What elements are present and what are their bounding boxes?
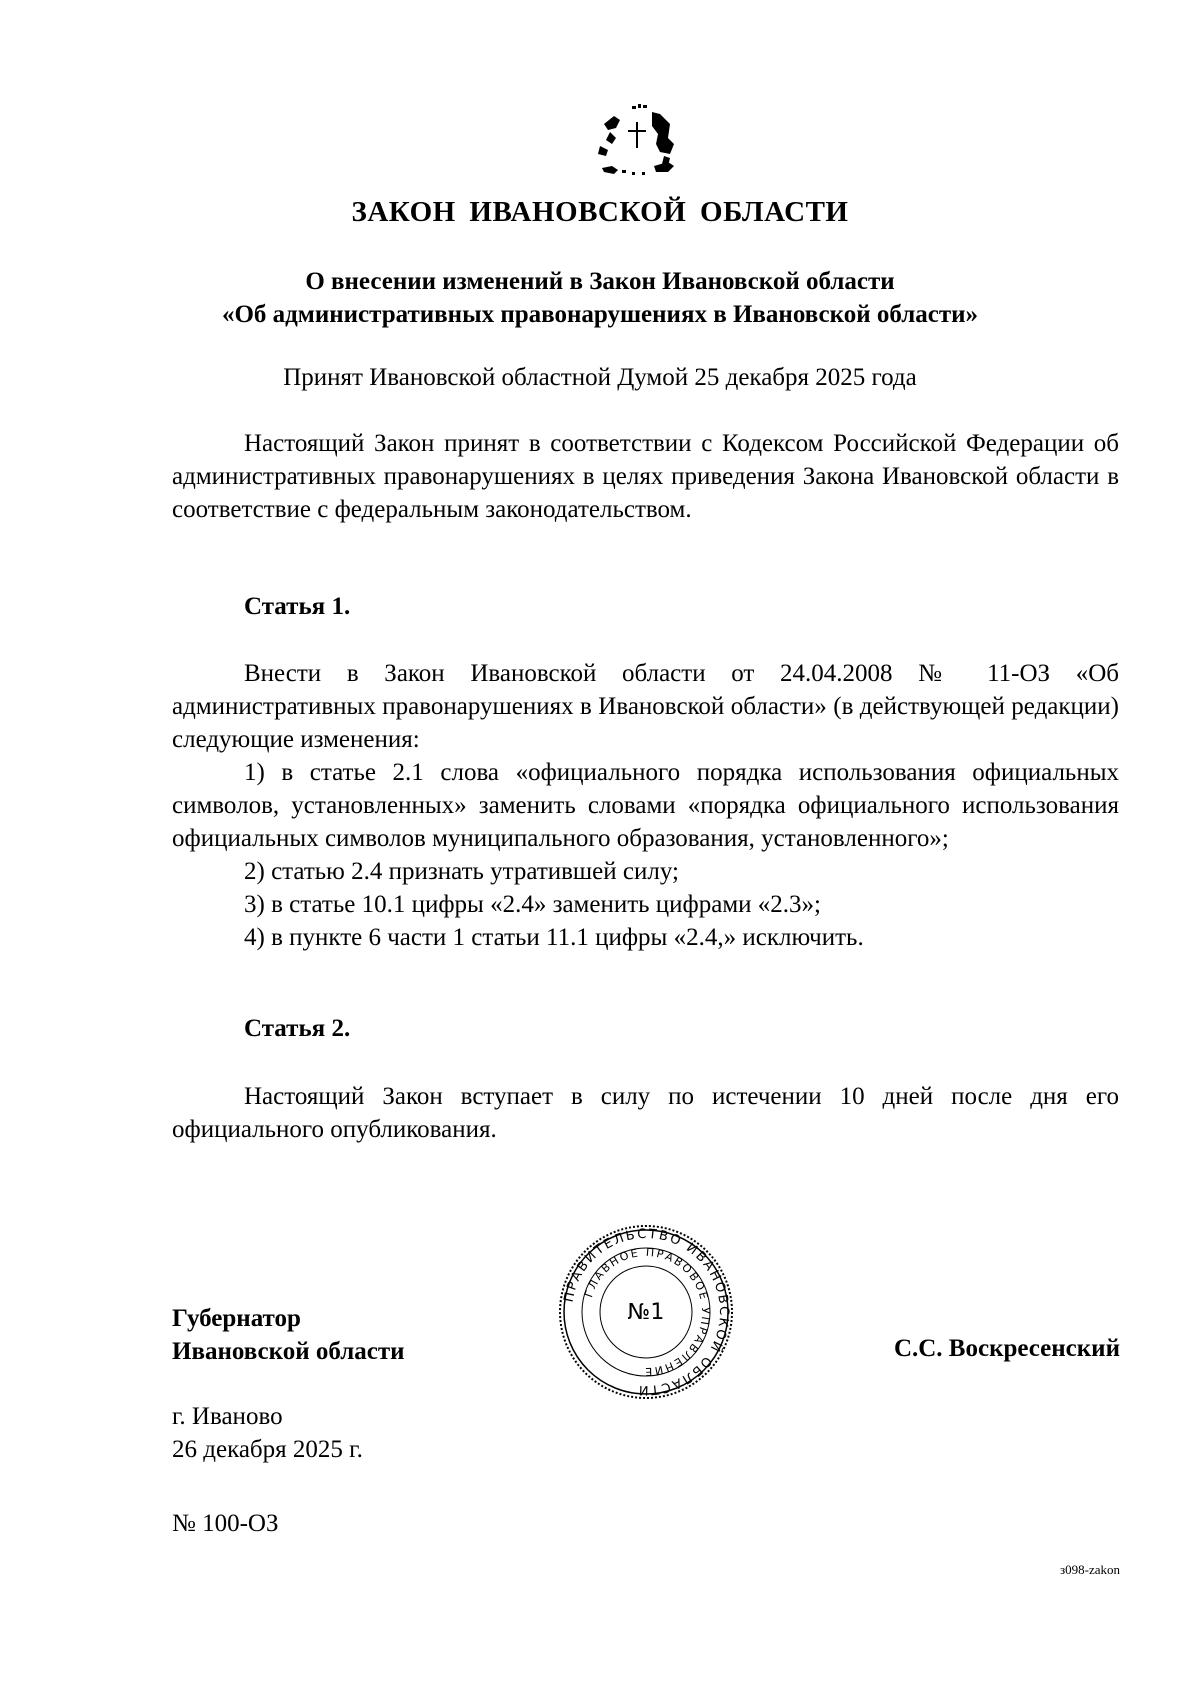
article-2-heading: Статья 2. [244, 1015, 351, 1042]
signatory-title-line-1: Губернатор [172, 1305, 301, 1332]
city: г. Иваново [172, 1403, 283, 1430]
signatory-title-line-2: Ивановской области [172, 1338, 405, 1365]
article-1-heading: Статья 1. [244, 593, 351, 620]
article-2-text: Настоящий Закон вступает в силу по истечении 10 дней после дня его официального опубликования. [172, 1083, 1119, 1143]
stamp-number: №1 [627, 1300, 665, 1325]
stamp-inner-text: ГЛАВНОЕ ПРАВОВОЕ УПРАВЛЕНИЕ [582, 1245, 713, 1379]
place-and-date [172, 1400, 363, 1466]
stamp-outer-text: ПРАВИТЕЛЬСТВО ИВАНОВСКОЙ ОБЛАСТИ [561, 1226, 732, 1398]
article-1-item: 2) статью 2.4 признать утратившей силу; [244, 858, 679, 885]
coat-of-arms-emblem [592, 102, 688, 182]
official-stamp [556, 1222, 736, 1402]
law-subtitle [150, 265, 1050, 331]
preamble-text: Настоящий Закон принят в соответствии с Кодексом Российской Федерации об административных правонарушениях в целях приведения Закона Ивановской области в соответствие с федеральным законодательством. [172, 430, 1119, 523]
preamble [172, 427, 1119, 526]
article-1-item: 1) в статье 2.1 слова «официального порядка использования официальных символов, установленных» заменить словами «порядка официального использования официальных символов муниципального образования, установленного»; [172, 759, 1119, 852]
signing-date: 26 декабря 2025 г. [172, 1436, 363, 1463]
article-1-item: 3) в статье 10.1 цифры «2.4» заменить цифрами «2.3»; [244, 891, 822, 918]
subtitle-line-2: «Об административных правонарушениях в Ивановской области» [221, 301, 979, 328]
subtitle-line-1: О внесении изменений в Закон Ивановской области [305, 268, 895, 295]
article-2-body [172, 1080, 1119, 1146]
article-1-item: 4) в пункте 6 части 1 статьи 11.1 цифры «2.4,» исключить. [244, 924, 864, 951]
law-title: ЗАКОН ИВАНОВСКОЙ ОБЛАСТИ [351, 196, 849, 228]
law-number: № 100-ОЗ [172, 1510, 279, 1537]
document-id: з098-zakon [1059, 1562, 1120, 1577]
adoption-line: Принят Ивановской областной Думой 25 декабря 2025 года [283, 364, 917, 391]
article-1-body [172, 657, 1119, 954]
signatory-title [172, 1302, 405, 1368]
signatory-name: С.С. Воскресенский [893, 1335, 1120, 1362]
article-1-lead: Внести в Закон Ивановской области от 24.04.2008 № 11-ОЗ «Об административных правонарушениях в Ивановской области» (в действующей редакции) следующие изменения: [172, 660, 1119, 753]
